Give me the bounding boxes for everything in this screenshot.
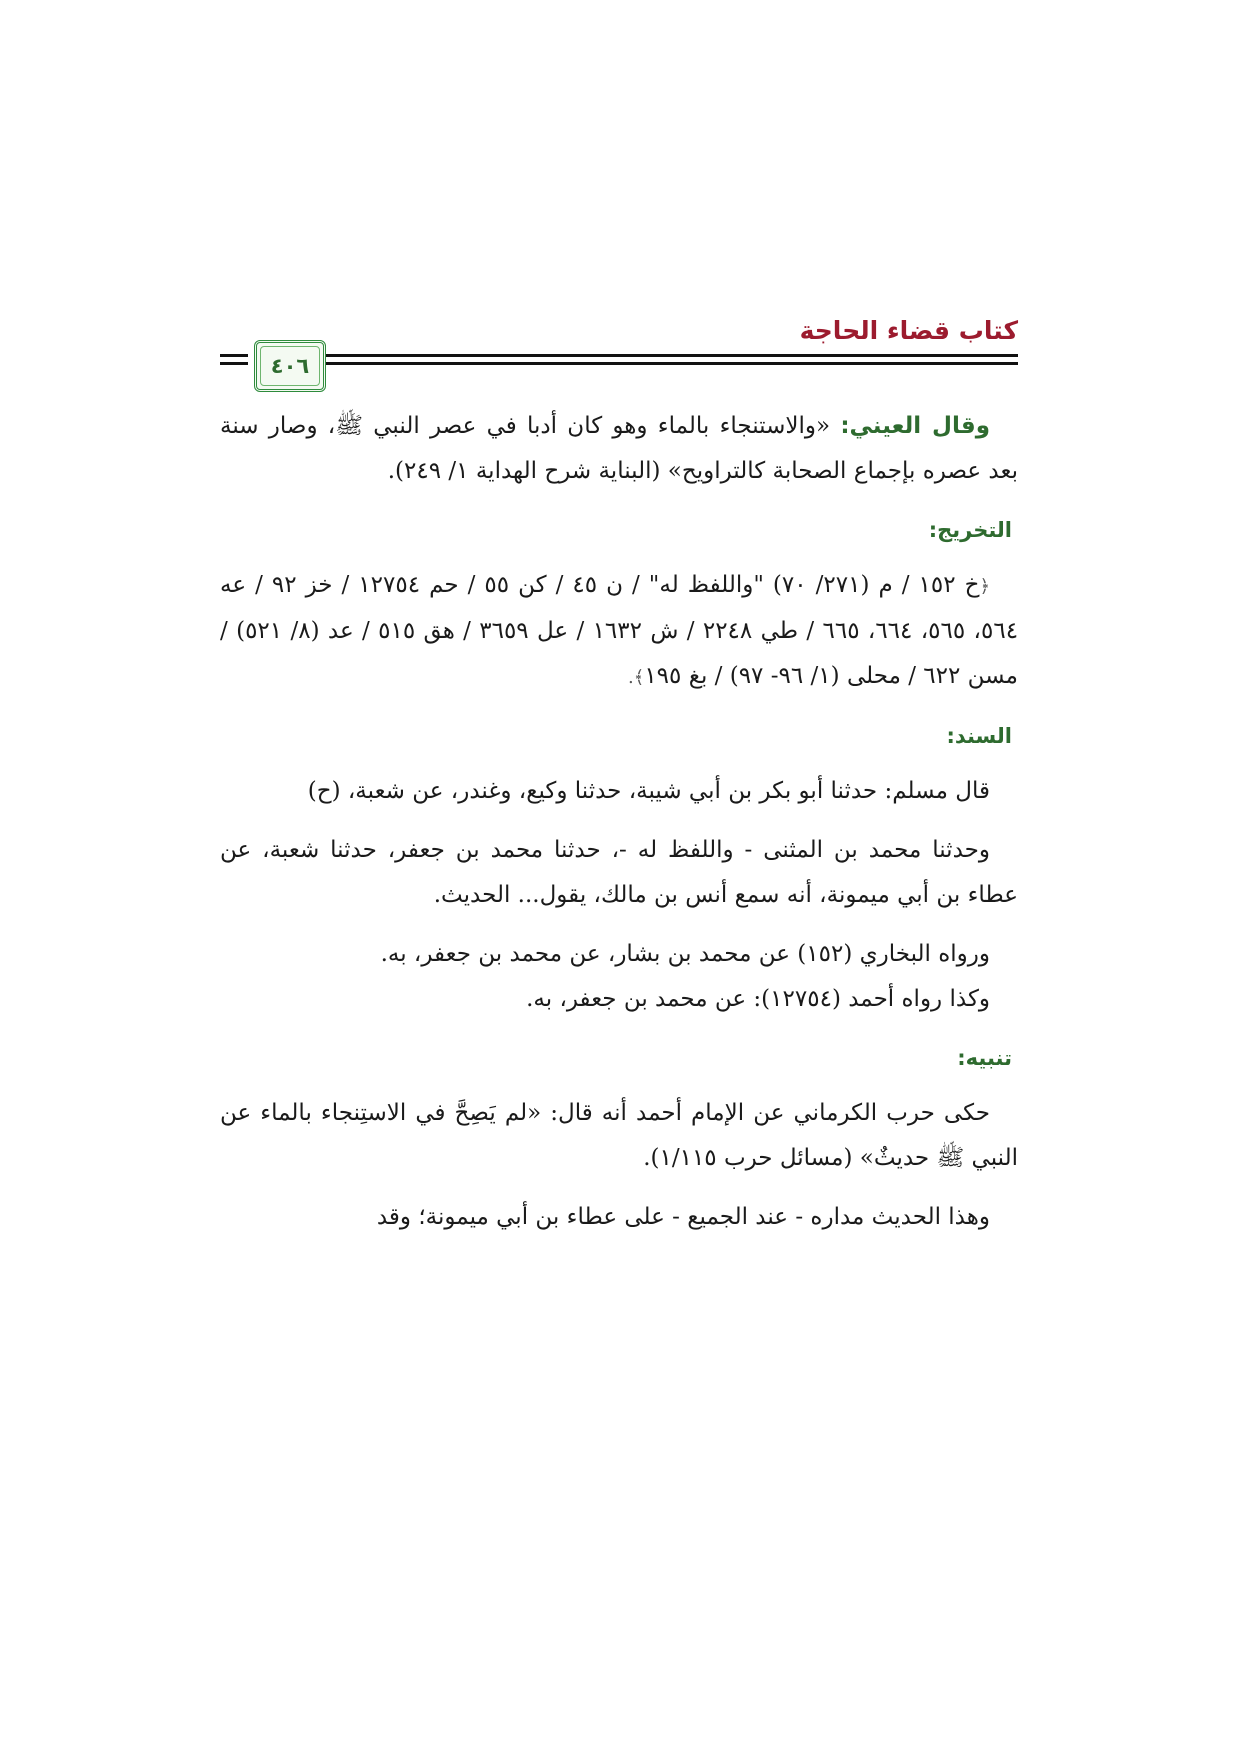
bracket-open: ﴿ [979,576,990,597]
heading-sanad: السند: [946,724,1012,748]
heading-takhrij: التخريج: [928,518,1012,542]
header-rule [278,362,1018,365]
paragraph-lead: وقال العيني: [840,413,990,439]
page-header [220,312,1018,392]
paragraph-closing: وهذا الحديث مداره - عند الجميع - على عطاء بن أبي ميمونة؛ وقد [376,1204,990,1230]
paragraph-aini [220,404,1018,494]
paragraph-ahmad: وكذا رواه أحمد (١٢٧٥٤): عن محمد بن جعفر، به. [526,986,990,1012]
paragraph-text: خ ١٥٢ / م (٢٧١/ ٧٠) "واللفظ له" / ن ٤٥ / كن ٥٥ / حم ١٢٧٥٤ / خز ٩٢ / عه ٥٦٤، ٥٦٥، ٦٦٤، ٦٦٥ / طي ٢٢٤٨ / ش ١٦٣٢ / عل ٣٦٥٩ / هق ٥١٥ / عد (٨/ ٥٢١) / مسن ٦٢٢ / محلى (١/ ٩٦- ٩٧) / بغ ١٩٥ [220,572,1019,689]
heading-tanbih: تنبيه: [957,1046,1012,1070]
paragraph-tanbih: حكى حرب الكرماني عن الإمام أحمد أنه قال: «لم يَصِحَّ في الاستِنجاء بالماء عن النبي ﷺ حديثٌ» (مسائل حرب ١/١١٥). [220,1100,1018,1171]
paragraph-takhrij [220,563,1018,700]
page-number-badge [254,340,326,392]
page-number: ٤٠٦ [270,354,310,378]
paragraph-sanad-2: وحدثنا محمد بن المثنى - واللفظ له -، حدثنا محمد بن جعفر، حدثنا شعبة، عن عطاء بن أبي ميمونة، أنه سمع أنس بن مالك، يقول... الحديث. [220,837,1018,908]
page-body [220,404,1018,1254]
header-rule [220,354,248,357]
book-title: كتاب قضاء الحاجة [799,316,1018,345]
header-rule [220,362,248,365]
paragraph-bukhari: ورواه البخاري (١٥٢) عن محمد بن بشار، عن محمد بن جعفر، به. [380,941,990,967]
paragraph-sanad-1: قال مسلم: حدثنا أبو بكر بن أبي شيبة، حدثنا وكيع، وغندر، عن شعبة، (ح) [307,778,990,804]
bracket-close: ﴾. [628,667,645,688]
header-rule [278,354,1018,357]
paragraph-text: «والاستنجاء بالماء وهو كان أدبا في عصر النبي ﷺ، وصار سنة بعد عصره بإجماع الصحابة كالتراويح» (البناية شرح الهداية ١/ ٢٤٩). [220,413,1018,484]
